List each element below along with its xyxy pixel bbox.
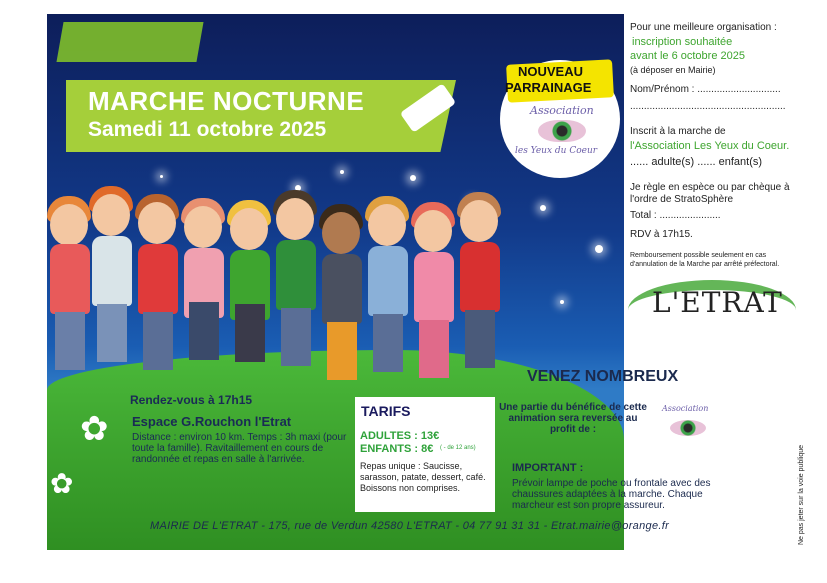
green-ribbon bbox=[56, 22, 203, 62]
star-icon bbox=[160, 175, 163, 178]
repas-text: Repas unique : Saucisse, sarasson, patate, dessert, café. Boissons non comprises. bbox=[360, 461, 486, 493]
poster-title: MARCHE NOCTURNE bbox=[88, 86, 365, 116]
form-depot: (à déposer en Mairie) bbox=[630, 65, 716, 75]
tarif-adultes: ADULTES : 13€ bbox=[360, 430, 440, 442]
eye-icon bbox=[538, 120, 586, 142]
etrat-logo: L'ETRAT bbox=[652, 286, 783, 319]
form-inscrit: Inscrit à la marche de bbox=[630, 126, 726, 137]
meeting-place: Espace G.Rouchon l'Etrat bbox=[132, 414, 292, 429]
benefit-text: Une partie du bénéfice de cette animation sera reversée au profit de : bbox=[499, 402, 647, 435]
form-name-field[interactable]: Nom/Prénom : .............................. bbox=[630, 84, 781, 95]
form-inscription: inscription souhaitée bbox=[632, 36, 733, 48]
form-remboursement: Remboursement possible seulement en cas d'annulation de la Marche par arrêté préfectoral. bbox=[630, 252, 780, 268]
meeting-time: Rendez-vous à 17h15 bbox=[130, 393, 253, 407]
form-intro: Pour une meilleure organisation : bbox=[630, 22, 777, 33]
people-illustration bbox=[50, 190, 520, 380]
mairie-footer: MAIRIE DE L'ETRAT - 175, rue de Verdun 42580 L'ETRAT - 04 77 91 31 31 - Etrat.mairie@orange.fr bbox=[150, 520, 670, 532]
form-rdv: RDV à 17h15. bbox=[630, 229, 693, 240]
form-name-line2[interactable]: ........................................................ bbox=[630, 101, 786, 112]
tarif-enfants: ENFANTS : 8€ bbox=[360, 443, 434, 455]
form-total-field[interactable]: Total : ...................... bbox=[630, 210, 721, 221]
association-logo-small: Association bbox=[662, 404, 709, 413]
star-icon bbox=[560, 300, 564, 304]
form-deadline: avant le 6 octobre 2025 bbox=[630, 50, 745, 62]
side-note: Ne pas jeter sur la voie publique bbox=[798, 444, 805, 545]
star-icon bbox=[595, 245, 603, 253]
star-icon bbox=[540, 205, 546, 211]
association-logo-sub: les Yeux du Coeur bbox=[515, 146, 598, 156]
tarif-enfants-note: ( - de 12 ans) bbox=[440, 445, 476, 451]
association-logo-text: Association bbox=[530, 104, 594, 117]
badge-line2: PARRAINAGE bbox=[505, 80, 592, 95]
flower-icon: ✿ bbox=[745, 442, 771, 475]
poster-date: Samedi 11 octobre 2025 bbox=[88, 118, 327, 141]
flower-icon: ✿ bbox=[50, 468, 74, 499]
eye-icon bbox=[670, 420, 706, 436]
star-icon bbox=[340, 170, 344, 174]
badge-line1: NOUVEAU bbox=[518, 64, 584, 79]
star-icon bbox=[410, 175, 416, 181]
venez-nombreux: VENEZ NOMBREUX bbox=[527, 368, 679, 385]
important-text: Prévoir lampe de poche ou frontale avec des chaussures adaptées à la marche. Chaque marcheur est son propre assureur. bbox=[512, 478, 711, 511]
important-title: IMPORTANT : bbox=[512, 462, 584, 474]
flower-icon: ✿ bbox=[80, 410, 109, 448]
form-association: l'Association Les Yeux du Coeur. bbox=[630, 140, 790, 152]
side-note-wrap bbox=[798, 444, 827, 552]
tarifs-title: TARIFS bbox=[361, 403, 411, 419]
form-payment: Je règle en espèce ou par chèque à l'ordre de StratoSphère bbox=[630, 182, 790, 205]
walk-details: Distance : environ 10 km. Temps : 3h maxi (pour toute la famille). Ravitaillement en cours de randonnée et repas en salle à l'arrivée. bbox=[132, 432, 347, 465]
form-participants-field[interactable]: ...... adulte(s) ...... enfant(s) bbox=[630, 156, 763, 168]
